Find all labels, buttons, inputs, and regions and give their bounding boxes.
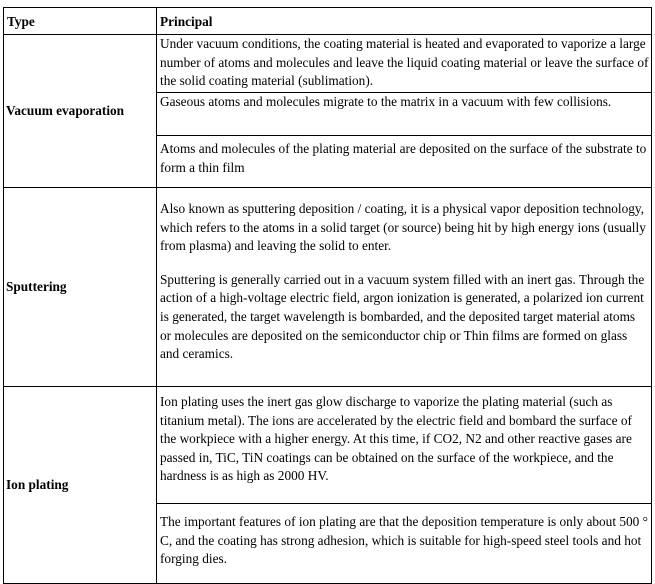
principal-paragraph: Also known as sputtering deposition / coating, it is a physical vapor deposition technology, which refers to the atoms in a solid target (or source) being hit by high energy ions (usually from plasma) and leaving the solid to enter. <box>160 201 646 254</box>
principal-cell <box>157 188 652 387</box>
principal-paragraph: Under vacuum conditions, the coating material is heated and evaporated to vaporize a large number of atoms and molecules and leave the liquid coating material or leave the surface of the solid coating material (sublimation). <box>160 36 649 89</box>
header-principal: Principal <box>157 8 652 35</box>
principal-paragraph: Sputtering is generally carried out in a vacuum system filled with an inert gas. Through the action of a high-voltage electric field, argon ionization is generated, a polarized ion current is generated, the target wavelength is bombarded, and the deposited target material atoms or molecules are deposited on the semiconductor chip or Thin films are formed on glass and ceramics. <box>160 271 645 362</box>
type-cell-sputtering: Sputtering <box>4 188 157 387</box>
header-row <box>4 8 652 35</box>
principal-paragraph: Atoms and molecules of the plating material are deposited on the surface of the substrate to form a thin film <box>160 141 647 175</box>
table-row-vacuum-evaporation <box>4 35 652 93</box>
principal-cell <box>157 504 652 584</box>
principal-paragraph: The important features of ion plating are that the deposition temperature is only about 500 ° C, and the coating has strong adhesion, which is suitable for high-speed steel tools and hot forging dies. <box>160 514 648 567</box>
table-row-ion-plating <box>4 387 652 504</box>
principal-cell <box>157 136 652 188</box>
header-type: Type <box>4 8 157 35</box>
process-table <box>3 7 652 584</box>
principal-cell <box>157 93 652 136</box>
principal-cell <box>157 35 652 93</box>
principal-paragraph: Gaseous atoms and molecules migrate to the matrix in a vacuum with few collisions. <box>160 94 612 109</box>
table-row-sputtering <box>4 188 652 387</box>
type-cell-ion-plating: Ion plating <box>4 387 157 584</box>
type-cell-vacuum-evaporation: Vacuum evaporation <box>4 35 157 188</box>
principal-paragraph: Ion plating uses the inert gas glow discharge to vaporize the plating material (such as titanium metal). The ions are accelerated by the electric field and bombard the surface of the workpiece with a higher energy. At this time, if CO2, N2 and other reactive gases are passed in, TiC, TiN coatings can be obtained on the surface of the workpiece, and the hardness is as high as 2000 HV. <box>160 394 632 484</box>
principal-cell <box>157 387 652 504</box>
